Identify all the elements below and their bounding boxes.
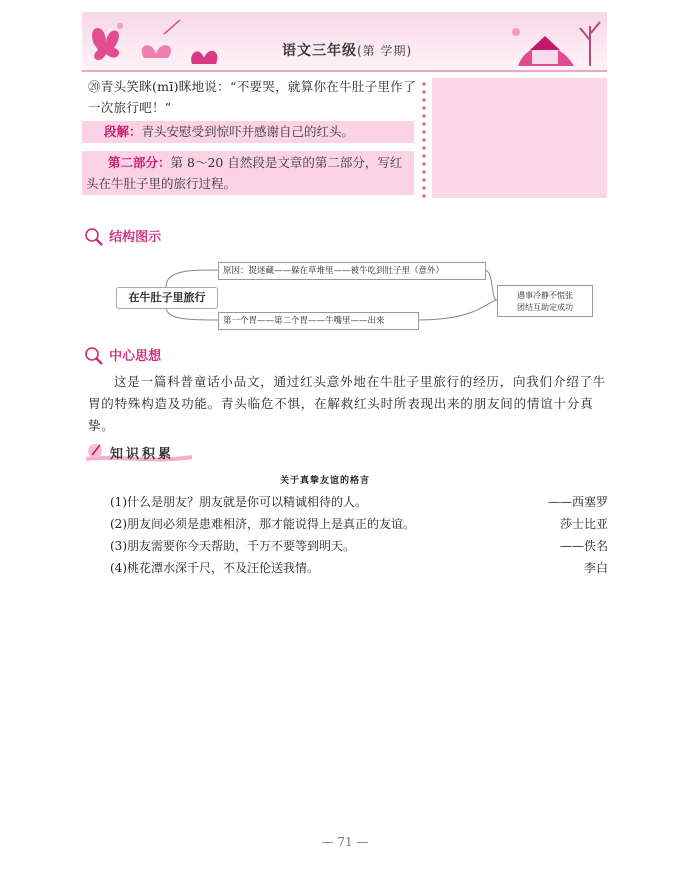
part2-text: 第 8～20 自然段是文章的第二部分，写红头在牛肚子里的旅行过程。 xyxy=(86,155,403,191)
knowledge-heading-text: 知识积累 xyxy=(110,447,175,462)
knowledge-heading xyxy=(110,443,174,462)
diagram-right-line-1: 遇事冷静不慌张 xyxy=(517,291,573,300)
header-title-sub: (第 学期) xyxy=(357,44,413,58)
header-title-main: 语文三年级 xyxy=(282,43,357,59)
motto-text: (2)朋友间必须是患难相济，那才能说得上是真正的友谊。 xyxy=(110,517,416,531)
central-idea-heading-text: 中心思想 xyxy=(109,349,162,364)
motto-text: (1)什么是朋友？朋友就是你可以精诚相待的人。 xyxy=(110,495,367,509)
duanjie-label: 段解： xyxy=(104,124,142,139)
structure-heading-text: 结构图示 xyxy=(109,230,162,245)
paragraph-20: ⑳青头笑眯(mī)眯地说：“不要哭，就算你在牛肚子里作了一次旅行吧！” xyxy=(88,79,416,115)
motto-title: 关于真挚友谊的格言 xyxy=(280,476,371,486)
diagram-bottom-node: 第一个胃——第二个胃——牛嘴里——出来 xyxy=(218,312,419,330)
page-number: — 71 — xyxy=(321,835,369,849)
diagram-right-node xyxy=(497,285,593,317)
central-idea-text xyxy=(88,371,608,437)
motto-text: (4)桃花潭水深千尺，不及汪伦送我情。 xyxy=(110,561,319,575)
motto-author: ——佚名 xyxy=(559,539,608,553)
diagram-right-line-2: 团结互助定成功 xyxy=(517,303,573,312)
motto-author: 莎士比亚 xyxy=(559,517,608,531)
part2-label: 第二部分： xyxy=(108,155,171,170)
motto-author: ——西塞罗 xyxy=(547,495,608,509)
central-idea-paragraph: 这是一篇科普童话小品文，通过红头意外地在牛肚子里旅行的经历，向我们介绍了牛胃的特殊构造及功能。青头临危不惧，在解救红头时所表现出来的朋友间的情谊十分真挚。 xyxy=(88,374,607,433)
central-idea-heading xyxy=(84,345,161,366)
diagram-center-node: 在牛肚子里旅行 xyxy=(116,287,218,309)
motto-author: 李白 xyxy=(583,561,608,575)
magnifier-icon xyxy=(84,346,104,366)
duanjie-text: 青头安慰受到惊吓并感谢自己的红头。 xyxy=(141,124,355,139)
diagram-top-node: 原因：捉迷藏——躲在草堆里——被牛吃到肚子里（意外） xyxy=(218,262,486,280)
motto-text: (3)朋友需要你今天帮助，千万不要等到明天。 xyxy=(110,539,355,553)
